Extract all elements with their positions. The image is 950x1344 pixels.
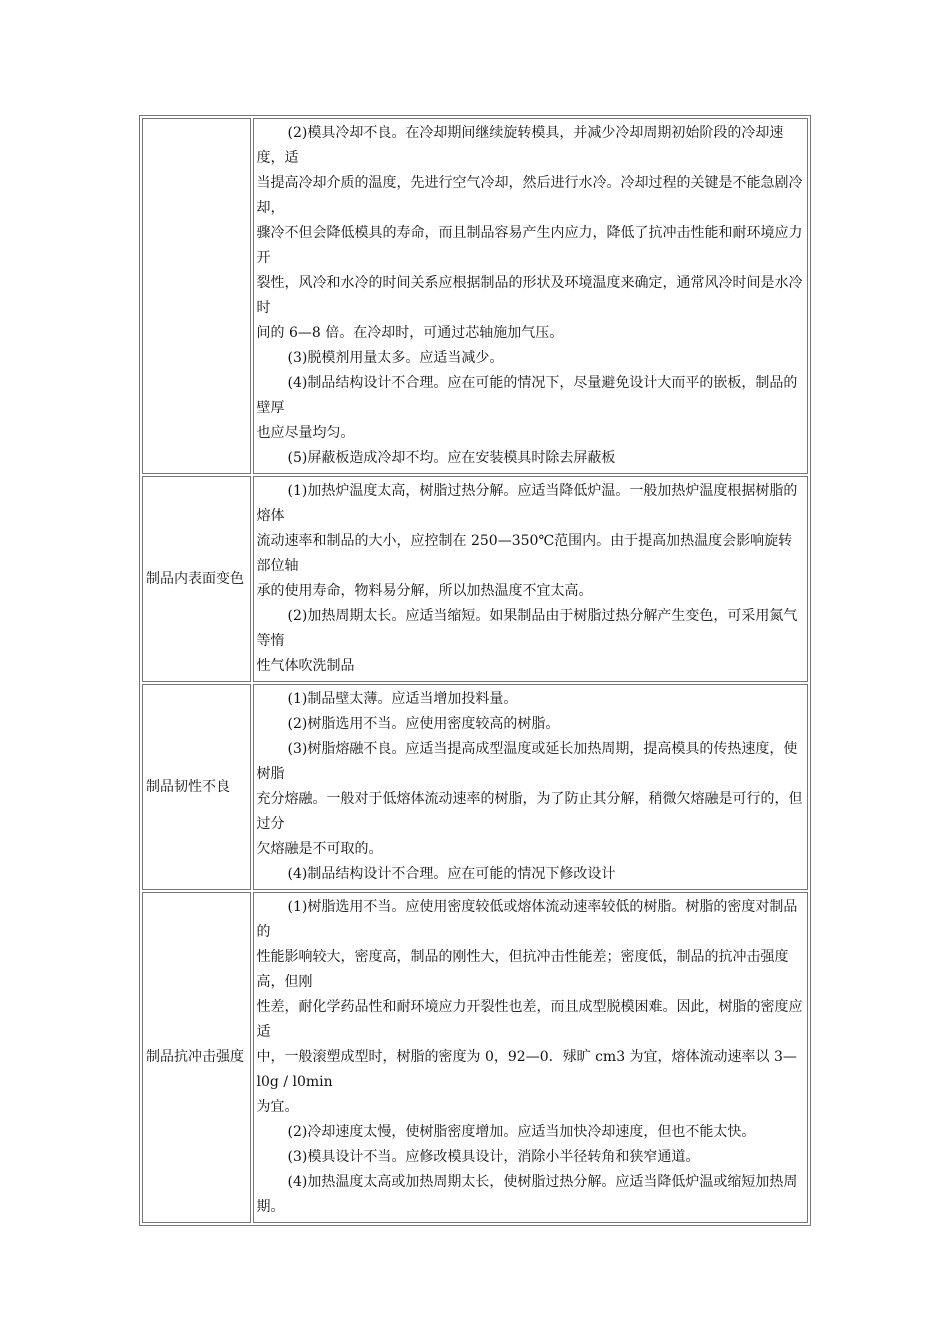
remedy-paragraph: [257, 271, 804, 321]
remedy-text-line: 中，一般滚塑成型时，树脂的密度为 0，92—0．殏旷 cm3 为宜，熔体流动速率以 3—l0g / l0min: [256, 1049, 797, 1090]
remedy-paragraph: [257, 895, 804, 945]
remedy-text-line: 承的使用寿命，物料易分解，所以加热温度不宜太高。: [256, 583, 593, 599]
remedy-text-line: 性气体吹洗制品: [256, 658, 355, 674]
problem-label-cell: [142, 118, 251, 474]
remedy-text-line: (3)脱模剂用量太多。应适当减少。: [287, 350, 504, 366]
remedy-paragraph: [257, 479, 804, 529]
remedy-paragraph: [257, 579, 804, 604]
remedy-paragraph: [257, 121, 804, 171]
troubleshooting-table: [139, 115, 811, 1226]
remedy-paragraph: [257, 421, 804, 446]
remedy-text-line: 为宜。: [256, 1099, 299, 1115]
remedy-text-line: (4)加热温度太高或加热周期太长，使树脂过热分解。应适当降低炉温或缩短加热周期。: [256, 1174, 798, 1215]
table-row: [142, 476, 808, 682]
remedy-text-line: (2)加热周期太长。应适当缩短。如果制品由于树脂过热分解产生变色，可采用氮气等惰: [256, 608, 798, 649]
remedy-paragraph: [257, 1145, 804, 1170]
remedy-paragraph: [257, 862, 804, 887]
table-row: [142, 118, 808, 474]
remedy-text-line: (1)树脂选用不当。应使用密度较低或熔体流动速率较低的树脂。树脂的密度对制品的: [256, 899, 798, 940]
table-body: [142, 118, 808, 1223]
remedy-text-line: (3)树脂熔融不良。应适当提高成型温度或延长加热周期，提高模具的传热速度，使树脂: [256, 741, 798, 782]
remedy-text-line: 充分熔融。一般对于低熔体流动速率的树脂，为了防止其分解，稍微欠熔融是可行的，但过分: [256, 791, 803, 832]
remedy-text-line: (3)模具设计不当。应修改模具设计，消除小半径转角和狭窄通道。: [287, 1149, 700, 1165]
remedy-paragraph: [257, 1045, 804, 1095]
remedy-paragraph: [257, 371, 804, 421]
remedy-paragraph: [257, 346, 804, 371]
remedy-text-line: 间的 6—8 倍。在冷却时，可通过芯轴施加气压。: [256, 325, 564, 341]
remedy-paragraph: [257, 221, 804, 271]
remedy-paragraph: [257, 321, 804, 346]
remedy-text-line: 当提高冷却介质的温度，先进行空气冷却，然后进行水冷。冷却过程的关键是不能急剧冷却，: [256, 175, 803, 216]
remedy-text-line: (5)屏蔽板造成冷却不均。应在安装模具时除去屏蔽板: [287, 450, 616, 466]
remedy-text-line: 性能影响较大，密度高，制品的刚性大，但抗冲击性能差；密度低，制品的抗冲击强度高，但刚: [256, 949, 789, 990]
remedy-paragraph: [257, 737, 804, 787]
remedy-text-line: (2)模具冷却不良。在冷却期间继续旋转模具，并减少冷却周期初始阶段的冷却速度，适: [256, 125, 784, 166]
remedy-text-line: (1)加热炉温度太高，树脂过热分解。应适当降低炉温。一般加热炉温度根据树脂的熔体: [256, 483, 798, 524]
remedy-text-line: (2)树脂选用不当。应使用密度较高的树脂。: [287, 716, 560, 732]
remedy-paragraph: [257, 945, 804, 995]
remedy-paragraph: [257, 837, 804, 862]
remedy-cell: [253, 892, 808, 1223]
remedy-text-line: 性差，耐化学药品性和耐环境应力开裂性也差，而且成型脱模困难。因此，树脂的密度应适: [256, 999, 803, 1040]
remedy-paragraph: [257, 1120, 804, 1145]
remedy-text-line: 骤冷不但会降低模具的寿命，而且制品容易产生内应力，降低了抗冲击性能和耐环境应力开: [256, 225, 803, 266]
remedy-paragraph: [257, 1095, 804, 1120]
remedy-text-line: 也应尽量均匀。: [256, 425, 355, 441]
table-row: [142, 684, 808, 890]
remedy-text-line: 欠熔融是不可取的。: [256, 841, 383, 857]
remedy-paragraph: [257, 529, 804, 579]
remedy-paragraph: [257, 712, 804, 737]
remedy-text-line: (4)制品结构设计不合理。应在可能的情况下修改设计: [287, 866, 616, 882]
remedy-cell: [253, 476, 808, 682]
problem-label-cell: [142, 892, 251, 1223]
remedy-paragraph: [257, 604, 804, 654]
remedy-paragraph: [257, 446, 804, 471]
remedy-cell: [253, 118, 808, 474]
remedy-text-line: (4)制品结构设计不合理。应在可能的情况下，尽量避免设计大而平的嵌板，制品的壁厚: [256, 375, 798, 416]
remedy-paragraph: [257, 654, 804, 679]
problem-label: 制品抗冲击强度: [146, 1049, 244, 1065]
remedy-text-line: 裂性，风冷和水冷的时间关系应根据制品的形状及环境温度来确定，通常风冷时间是水冷时: [256, 275, 803, 316]
remedy-paragraph: [257, 787, 804, 837]
table-row: [142, 892, 808, 1223]
problem-label-cell: [142, 684, 251, 890]
remedy-text-line: (1)制品壁太薄。应适当增加投料量。: [287, 691, 518, 707]
remedy-cell: [253, 684, 808, 890]
remedy-paragraph: [257, 1170, 804, 1220]
remedy-paragraph: [257, 171, 804, 221]
remedy-text-line: 流动速率和制品的大小，应控制在 250—350℃范围内。由于提高加热温度会影响旋转部位轴: [256, 533, 793, 574]
problem-label: 制品内表面变色: [146, 570, 244, 587]
remedy-text-line: (2)冷却速度太慢，使树脂密度增加。应适当加快冷却速度，但也不能太快。: [287, 1124, 756, 1140]
remedy-paragraph: [257, 995, 804, 1045]
remedy-paragraph: [257, 687, 804, 712]
problem-label-cell: [142, 476, 251, 682]
problem-label: 制品韧性不良: [146, 778, 230, 795]
